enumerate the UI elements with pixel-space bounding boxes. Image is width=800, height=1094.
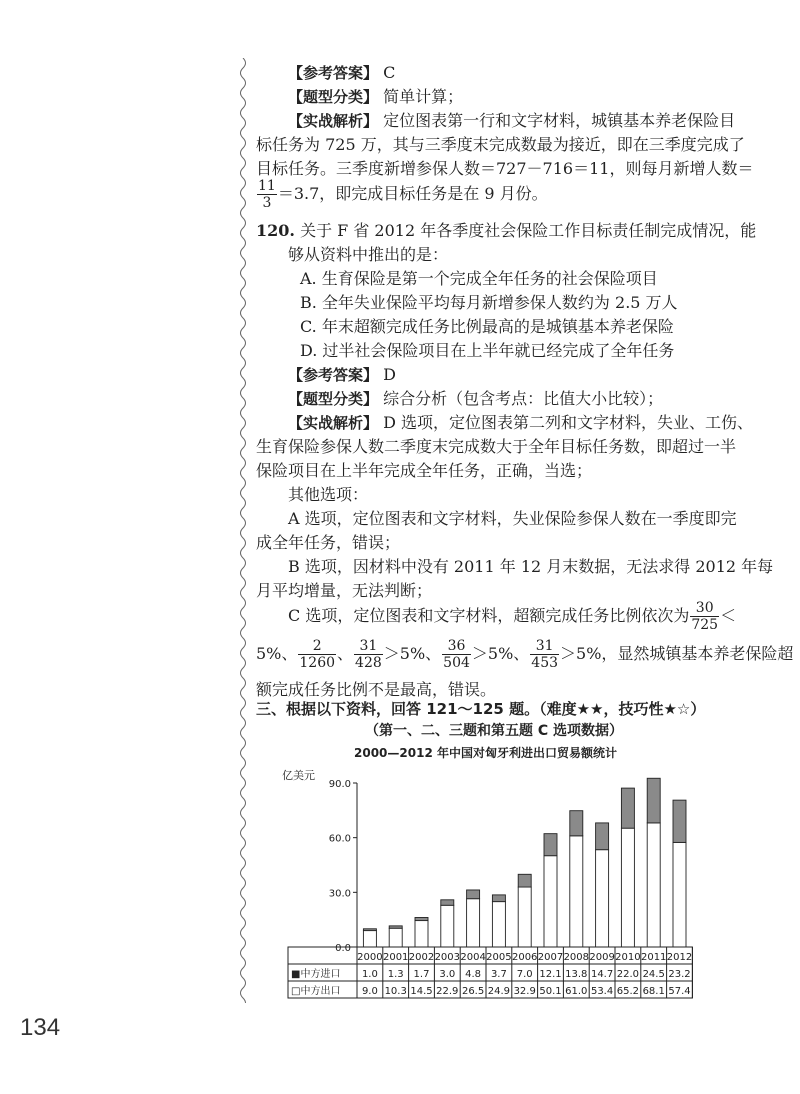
bar-import (673, 800, 686, 842)
q119-analysis-line2: 标任务为 725 万，其与三季度末完成数最为接近，即在三季度完成了 (256, 135, 745, 154)
option-c-analysis-line3: 额完成任务比例不是最高，错误。 (256, 680, 497, 699)
import-value: 14.7 (590, 969, 614, 980)
y-tick-label: 60.0 (328, 833, 351, 845)
trade-bar-chart (270, 760, 720, 1000)
bar-export (467, 899, 480, 947)
q120-analysis-row: 【实战解析】 D 选项，定位图表第二列和文字材料，失业、工伤、 (288, 413, 754, 432)
export-value: 50.1 (539, 986, 562, 997)
x-tick-label: 2009 (589, 952, 615, 963)
option-b-analysis: B 选项，因材料中没有 2011 年 12 月末数据，无法求得 2012 年每 (288, 557, 774, 576)
section-heading: 三、根据以下资料，回答 121～125 题。（难度★★，技巧性★☆） (256, 700, 706, 718)
option-a-analysis-line2: 成全年任务，错误； (256, 533, 401, 552)
fraction: $\frac{31}{428}$ (355, 638, 382, 671)
type-tag: 【题型分类】 (288, 88, 379, 106)
x-tick-label: 2005 (486, 952, 512, 963)
option-a-analysis: A 选项，定位图表和文字材料，失业保险参保人数在一季度即完 (288, 509, 737, 528)
bar-export (363, 931, 376, 947)
option-b-analysis-line2: 月平均增量，无法判断； (256, 581, 433, 600)
y-tick-label: 90.0 (328, 779, 351, 790)
import-value: 1.7 (413, 969, 430, 980)
analysis-text: 定位图表第一行和文字材料，城镇基本养老保险目 (383, 111, 736, 130)
answer-value: D (383, 365, 396, 384)
import-value: 3.0 (439, 969, 456, 980)
export-value: 22.9 (436, 986, 459, 997)
import-value: 23.2 (668, 969, 691, 980)
other-options-label: 其他选项： (288, 485, 369, 504)
export-value: 68.1 (642, 986, 665, 997)
bar-import (389, 926, 402, 928)
import-value: 7.0 (516, 969, 533, 980)
bar-export (441, 905, 454, 947)
export-value: 14.5 (410, 986, 433, 997)
q120-analysis-line2: 生育保险参保人数二季度末完成数大于全年目标任务数，即超过一半 (256, 437, 737, 456)
x-tick-label: 2010 (615, 952, 641, 963)
bar-import (621, 788, 634, 828)
bar-import (415, 917, 428, 920)
bar-import (647, 778, 660, 823)
bar-export (544, 856, 557, 947)
bar-export (621, 828, 634, 947)
bar-import (363, 929, 376, 931)
answer-value: C (383, 63, 396, 82)
section-subheading: （第一、二、三题和第五题 C 选项数据） (365, 723, 624, 739)
q119-analysis-row (288, 110, 735, 132)
q120-type-row: 【题型分类】 综合分析（包含考点：比值大小比较）； (288, 389, 664, 408)
x-tick-label: 2002 (408, 952, 435, 963)
bar-import (570, 811, 583, 836)
bar-export (492, 902, 505, 947)
fraction: $\frac{36}{504}$ (443, 638, 470, 671)
legend-entry: □中方出口 (291, 986, 341, 997)
analysis-tag: 【实战解析】 (288, 112, 379, 130)
export-value: 65.2 (616, 986, 640, 997)
bar-import (518, 874, 531, 887)
q119-analysis-line3: 目标任务。三季度新增参保人数＝727－716＝11，则每月新增人数＝ (256, 159, 754, 178)
import-value: 1.3 (387, 969, 404, 980)
bar-export (570, 836, 583, 947)
export-value: 32.9 (513, 986, 536, 997)
type-value: 简单计算； (383, 87, 464, 106)
import-value: 12.1 (539, 969, 562, 980)
export-value: 9.0 (361, 986, 378, 997)
x-tick-label: 2006 (511, 952, 538, 963)
q119-type-row (288, 86, 463, 108)
import-value: 24.5 (642, 969, 665, 980)
x-tick-label: 2008 (563, 952, 590, 963)
bar-export (596, 850, 609, 947)
y-axis-label: 亿美元 (282, 769, 315, 782)
x-tick-label: 2011 (640, 952, 667, 963)
bar-import (596, 823, 609, 850)
fraction: $\frac{2}{1260}$ (299, 638, 336, 671)
q120-stem: 120. 关于 F 省 2012 年各季度社会保险工作目标责任制完成情况，能 (256, 221, 757, 240)
q119-answer-row (288, 62, 395, 84)
option-b: B. 全年失业保险平均每月新增参保人数约为 2.5 万人 (300, 293, 678, 312)
x-tick-label: 2007 (537, 952, 564, 963)
x-tick-label: 2012 (666, 952, 693, 963)
x-tick-label: 2003 (434, 952, 461, 963)
bar-export (389, 928, 402, 947)
y-tick-label: 0.0 (335, 943, 351, 954)
y-tick-label: 30.0 (328, 888, 351, 900)
export-value: 57.4 (668, 986, 691, 997)
bar-export (647, 823, 660, 947)
export-value: 24.9 (487, 986, 511, 997)
option-c-analysis-line2: 5%、 $\frac{2}{1260}$ 、 $\frac{31}{428}$ ＞5%、 $\frac{36}{504}$ ＞5%、 $\frac{31}{453}$ ＞5%，显然城镇基本养老保险超 (256, 638, 794, 671)
option-c-analysis: C 选项，定位图表和文字材料，超额完成任务比例依次为 $\frac{30}{725}$ ＜ (288, 600, 737, 633)
q120-answer-row: 【参考答案】 D (288, 365, 396, 384)
page-number: 134 (20, 1014, 61, 1041)
q119-analysis-line4: $\frac{11}{3}$ ＝3.7，即完成目标任务是在 9 月份。 (258, 178, 548, 211)
x-tick-label: 2004 (460, 952, 486, 963)
fraction: $\frac{31}{453}$ (531, 638, 559, 671)
bar-export (415, 921, 428, 947)
import-value: 13.8 (565, 969, 588, 980)
import-value: 3.7 (490, 969, 507, 980)
bar-export (673, 842, 686, 947)
export-value: 26.5 (461, 986, 485, 997)
bar-import (441, 900, 454, 905)
legend-entry: ■中方进口 (291, 969, 341, 980)
bar-import (544, 834, 557, 856)
question-number: 120. (256, 221, 295, 240)
bar-export (518, 887, 531, 947)
bar-import (467, 890, 480, 899)
export-value: 61.0 (565, 986, 588, 997)
bar-import (492, 895, 505, 902)
q120-stem-line2: 够从资料中推出的是： (288, 245, 449, 264)
answer-tag: 【参考答案】 (288, 64, 379, 82)
x-tick-label: 2000 (357, 952, 383, 963)
x-tick-label: 2001 (382, 952, 409, 963)
chart-title: 2000—2012 年中国对匈牙利进出口贸易额统计 (354, 746, 617, 760)
option-a: A. 生育保险是第一个完成全年任务的社会保险项目 (300, 269, 658, 288)
fraction: $\frac{30}{725}$ (691, 600, 719, 633)
export-value: 53.4 (590, 986, 614, 997)
margin-wavy-line (236, 58, 250, 1003)
export-value: 10.3 (384, 986, 407, 997)
q120-analysis-line3: 保险项目在上半年完成全年任务，正确，当选； (256, 461, 593, 480)
option-c: C. 年末超额完成任务比例最高的是城镇基本养老保险 (300, 317, 674, 336)
import-value: 4.8 (465, 969, 482, 980)
fraction: $\frac{11}{3}$ (258, 178, 276, 211)
option-d: D. 过半社会保险项目在上半年就已经完成了全年任务 (300, 341, 675, 360)
import-value: 1.0 (361, 969, 378, 980)
import-value: 22.0 (616, 969, 640, 980)
